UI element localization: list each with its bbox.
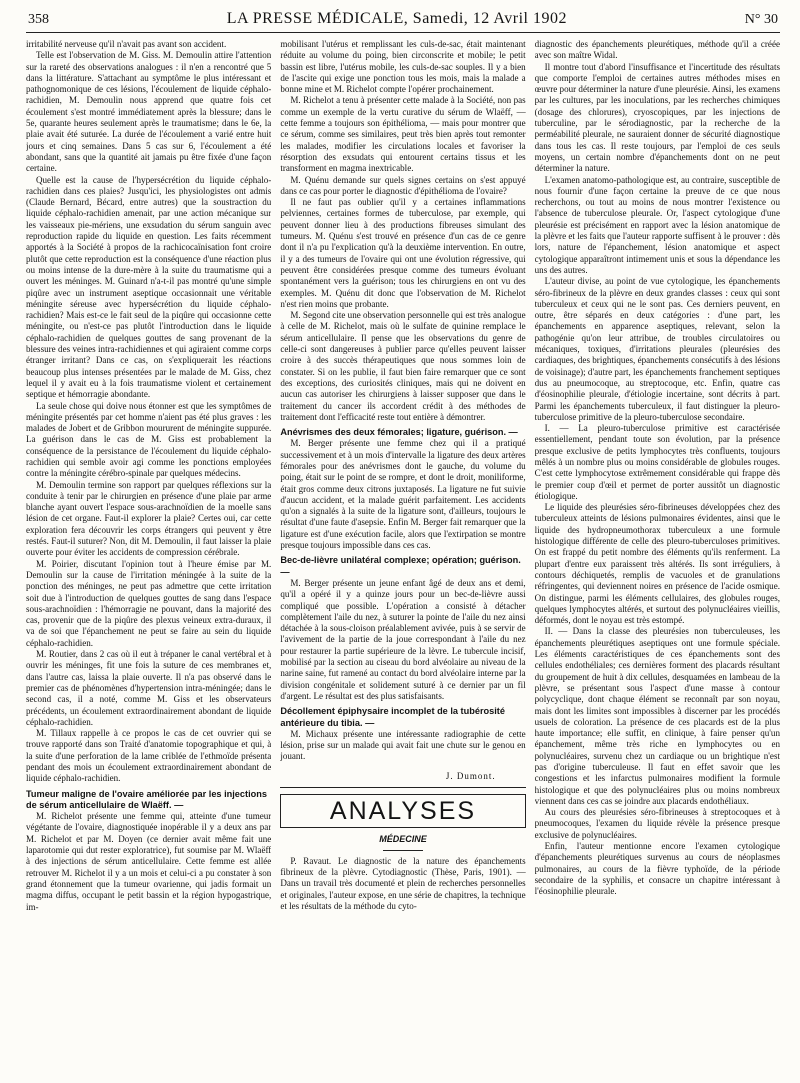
paragraph: Il montre tout d'abord l'insuffisance et l'incertitude des résultats que comporte l'emploi de certaines autres méthodes mises en œuvre pour déterminer la nature d'une pleurésie. Ainsi, les examens par les cultures, par les inoculations, par les recherches chimiques (dosage des chlorures), cryoscopiques, par les injections de tuberculine, par le sérodiagnostic, par la recherche de la perméabilité pleurale, ne sauraient donner de sécurité diagnostique dans tous les cas. Il reste toujours, par l'emploi de ces seuls moyens, un certain nombre d'épanchements dont on ne peut déterminer la nature. xyxy=(534,61,780,174)
subsection-title: MÉDECINE xyxy=(379,833,427,844)
paragraph: irritabilité nerveuse qu'il n'avait pas avant son accident. xyxy=(26,39,227,49)
paragraph: M. Routier, dans 2 cas où il eut à trépaner le canal vertébral et à ouvrir les méninges, fit une fois la suture de ces membranes et, dans l'autre cas, laissa la plaie ouverte. Il n'a pas observé dans le premier cas de phénomènes d'hypertension intra-méningée; dans le second cas, il a noté, comme M. Giss et les observateurs précédents, un écoulement extraordinairement abondant de liquide céphalo-rachidien. xyxy=(26,649,272,727)
paragraph: La seule chose qui doive nous étonner est que les symptômes de méningite présentés par cet homme n'aient pas été plus graves : les malades de Jobert et de Gribbon moururent de méningite suppurée. La guérison dans le cas de M. Giss est probablement la conséquence de la persistance de l'écoulement du liquide céphalo-rachidien qui semble avoir agi comme les ponctions employées contre la méningite cérébro-spinale par quelques médecins. xyxy=(26,400,272,479)
page-number: 358 xyxy=(28,12,49,27)
section-heading: Tumeur maligne de l'ovaire améliorée par les injections de sérum anticellulaire de Wlaëff. — xyxy=(26,788,267,810)
paragraph: M. Quénu demande sur quels signes certains on s'est appuyé dans ce cas pour porter le diagnostic d'épithélioma de l'ovaire? xyxy=(280,174,526,196)
column-3 xyxy=(535,39,780,1083)
section-heading: Bec-de-lièvre unilatéral complexe; opération; guérison. — xyxy=(280,555,521,577)
paragraph: Enfin, l'auteur mentionne encore l'examen cytologique d'épanchements pleurétiques survenus au cours de néoplasmes pulmonaires, au cours de la fièvre typhoïde, de la période secondaire de la syphilis, et consacre un chapitre intéressant à l'éosinophilie pleurale. xyxy=(534,841,780,897)
paragraph: L'examen anatomo-pathologique est, au contraire, susceptible de nous fournir d'une façon certaine la preuve de ce que nous recherchons, ou tout au moins de nous montrer l'existence ou l'absence de tuberculose pleurale. Or, l'aspect cytologique d'une pleurésie est précisément en rapport avec la lésion anatomique de la plèvre et les faits que l'auteur rapporte suffisent à le prouver : dès lors, nature de l'épanchement, lésion anatomique et aspect cytologique apparaîtront intimement unis et sous la dépendance les uns des autres. xyxy=(534,174,780,275)
paragraph: Quelle est la cause de l'hypersécrétion du liquide céphalo-rachidien dans ces plaies? Jusqu'ici, les physiologistes ont admis (Claude Bernard, Bécard, entre autres) que la soustraction du liquide céphalo-rachidien amenait, par une action mécanique sur les vaisseaux pie-mériens, une exsudation du sérum sanguin avec reproduction rapide du liquide en question. Les faits récemment apportés à la Société à propos de la rachicocaïnisation font croire plutôt que cette reproduction est la conséquence d'une réaction plus ou moins intense de la dure-mère à la suite du traumatisme qui a ouvert les méninges. M. Guinard n'a-t-il pas montré qu'une simple piqûre avec un instrument aseptique occasionnait une véritable méningite séreuse avec hypersécrétion du liquide céphalo-rachidien? Mais est-ce le fait seul de la piqûre qui occasionne cette méningite, ou n'est-ce pas plutôt l'introduction dans le liquide céphalo-rachidien de quelques gouttes de sang provenant de la blessure des veines intra-rachidiennes et qui agiraient comme corps étranger irritant? Dans ce cas, on s'expliquerait les réactions beaucoup plus intenses présentées par le malade de M. Giss, chez lequel il y avait eu à la fois traumatisme violent et certainement septique et hémorragie abondante. xyxy=(26,174,272,400)
paragraph: M. Poirier, discutant l'opinion tout à l'heure émise par M. Demoulin sur la cause de l'irritation méningée à la suite de la ponction des méninges, ne peut pas admettre que cette irritation soit due à l'introduction de quelques gouttes de sang dans l'espace sous-arachnoïdien : l'hémorragie ne pouvant, dans la majorité des cas, provenir que de la piqûre des plexus veineux extra-duraux, il va de soi que l'épanchement ne peut se faire au sein du liquide céphalo-rachidien. xyxy=(26,558,272,648)
paragraph: M. Tillaux rappelle à ce propos le cas de cet ouvrier qui se trouve rapporté dans son Traité d'anatomie topographique et qui, à la suite d'une perforation de la lame criblée de l'ethmoïde présenta pendant des mois un écoulement extraordinairement abondant de liquide céphalo-rachidien. xyxy=(26,728,272,784)
paragraph: Le liquide des pleurésies séro-fibrineuses développées chez des tuberculeux atteints de lésions pulmonaires évidentes, ainsi que le liquide des hydropneumothorax tuberculeux a une formule histologique différente de celle des pleuro-tuberculoses primitives. On est frappé du petit nombre des éléments qu'ils renferment. La plupart d'entre eux paraissent très altérés. Ils sont irréguliers, à contours déchiquetés, remplis de vacuoles et de granulations réfringentes, qui deviennent noires en présence de l'acide osmique. On distingue, parmi les éléments cellulaires, des globules rouges, quelques lymphocytes altérés, et surtout des polynucléaires vieillis, déformés, dont le noyau est très estompé. xyxy=(534,502,780,626)
paragraph: I. — La pleuro-tuberculose primitive est caractérisée essentiellement, pendant toute son évolution, par la présence presque exclusive de petits lymphocytes très confluents, toujours mêlés à un nombre plus ou moins considérable de globules rouges. C'est cette lymphocytose extrêmement considérable qui frappe dès le premier coup d'œil et permet de porter aussitôt un diagnostic étiologique. xyxy=(534,423,780,501)
paragraph: M. Berger présente un jeune enfant âgé de deux ans et demi, qu'il a opéré il y a quinze jours pour un bec-de-lièvre aussi compliqué que possible. L'opération a consisté à détacher complètement l'aile du nez, à suturer la pointe de l'aile du nez ainsi détachée à la sous-cloison préalablement avivée, puis à se servir de l'avivement de la partie de la joue correspondant à l'aile du nez pour restaurer la partie supérieure de la lèvre. Le tubercule incisif, mobilisé par la section au ciseau du bord alvéolaire au niveau de la narine saine, fut ramené au contact du bord alvéolaire interne par la division congénitale et solidement suturé à ce dernier par un fil d'argent. Le résultat est des plus satisfaisants. xyxy=(280,577,526,701)
paragraph: Au cours des pleurésies séro-fibrineuses à streptocoques et à pneumocoques, l'examen du liquide révèle la présence presque exclusive de polynucléaires. xyxy=(534,807,780,840)
article-columns xyxy=(26,39,780,1083)
analyses-banner: ANALYSES xyxy=(280,794,525,828)
paragraph: mobilisant l'utérus et remplissant les culs-de-sac, était maintenant réduite au volume du poing, bien circonscrite et mobile; le petit bassin est libre, l'utérus mobile, les culs-de-sac souples. Il y a bien de l'ascite qui exige une ponction tous les mois, mais la malade a bonne mine et M. Richelot compte l'opérer prochainement. xyxy=(280,39,526,95)
paragraph: Il ne faut pas oublier qu'il y a certaines inflammations pelviennes, certaines formes de tuberculose, par exemple, qui peuvent donner lieu à des productions fibreuses simulant des tumeurs. M. Quénu s'est trouvé en présence d'un cas de ce genre dont il n'a pu l'explication qu'à la deuxième intervention. En outre, il y a des tumeurs de l'ovaire qui ont une évolution régressive, qui peuvent être considérées presque comme des tumeurs évoluant spontanément vers la guérison; tous les chirurgiens en ont vu des exemples. M. Quénu dit donc que l'observation de M. Richelot n'est rien moins que probante. xyxy=(280,197,526,309)
paragraph: M. Richelot présente une femme qui, atteinte d'une tumeur végétante de l'ovaire, diagnostiquée inopérable il y a deux ans par M. Richelot et par M. Doyen (ce dernier avait même fait une laparotomie qui dut rester exploratrice), fut soumise par M. Wlaëff à des injections de sérum anticellulaire. Cette femme est allée retrouver M. Richelot il y a un mois et celui-ci a pu constater à son grand étonnement que la tumeur ovarienne, qui jadis formait un magma diffus, occupant le petit bassin et la région hypogastrique, im- xyxy=(26,811,272,912)
section-heading: Anévrismes des deux fémorales; ligature, guérison. — xyxy=(280,427,518,438)
author-signature: J. Dumont. xyxy=(445,770,496,781)
page-header xyxy=(26,10,780,33)
journal-title: LA PRESSE MÉDICALE, Samedi, 12 Avril 1902 xyxy=(226,10,567,27)
section-divider xyxy=(280,787,525,788)
paragraph: Telle est l'observation de M. Giss. M. Demoulin attire l'attention sur la rareté des observations analogues : il n'en a rencontré que 5 dans la littérature. S'attachant au symptôme le plus intéressant et pathognomonique de ces lésions, l'écoulement de liquide céphalo-rachidien, M. Demoulin nous apprend que quatre fois cet écoulement s'est montré immédiatement après la blessure; dans le 5e, quarante heures seulement après le traumatisme; dans le 6e, la plaie avait été suturée. La durée de l'écoulement a varié entre huit jours et cinq semaines. Dans 5 cas sur 6, l'écoulement a été abondant, sans que la quantité ait jamais pu être fixée d'une façon certaine. xyxy=(26,50,272,174)
paragraph: M. Michaux présente une intéressante radiographie de cette lésion, prise sur un malade qui avait fait une chute sur le genou en jouant. xyxy=(280,728,526,762)
section-heading: Décollement épiphysaire incomplet de la tubérosité antérieure du tibia. — xyxy=(280,706,505,728)
paragraph: M. Berger présente une femme chez qui il a pratiqué successivement et à un mois d'intervalle la ligature des deux artères fémorales pour des anévrismes dont le gauche, du volume du poing, était sur le point de se rompre, et dont le droit, moniliforme, était gros comme deux citrons juxtaposés. La ligature ne fut suivie d'aucun accident, et la malade guérit parfaitement. Les accidents qu'on a signalés à la suite de la ligature sont, d'ailleurs, toujours le résultat d'une faute d'asepsie. Enfin M. Berger fait remarquer que la ligature est d'une exécution facile, alors que l'extirpation se montre presque toujours impossible dans ces cas. xyxy=(280,438,526,551)
issue-number: N° 30 xyxy=(744,12,778,27)
small-rule xyxy=(383,850,423,851)
paragraph: M. Segond cite une observation personnelle qui est très analogue à celle de M. Richelot, mais où le sulfate de quinine remplace le sérum anticellulaire. Il pense que les observations du genre de celle-ci sont dangereuses à publier parce qu'elles peuvent laisser croire à des succès thérapeutiques que nous sommes loin de constater. Si on les publie, il faut bien faire remarquer que ce sont des exceptions, des curiosités cliniques, mais qui ne doivent en aucun cas autoriser les chirurgiens à laisser supposer que dans le traitement du cancer ils accordent crédit à des méthodes de traitement dont l'efficacité reste tout entière à démontrer. xyxy=(280,310,526,422)
paragraph: L'auteur divise, au point de vue cytologique, les épanchements séro-fibrineux de la plèvre en deux grandes classes : ceux qui sont tuberculeux et ceux qui ne le sont pas. Ces derniers peuvent, en outre, être séparés en deux catégories : d'une part, les épanchements en apparence aseptiques, relevant, selon la pathogénie qu'on leur attribue, de troubles circulatoires ou mécaniques, toxiques, d'irritations pleurales (pleurésies des cardiaques, des brightiques, épanchements consécutifs à des lésions de voisinage); d'autre part, les épanchements franchement septiques dus au pneumocoque, au streptocoque, etc. Enfin, quatre cas d'éosinophilie pleurale, d'étiologie incertaine, sont décrits à part. Parmi les épanchements tuberculeux, il faut distinguer la pleuro-tuberculose primitive de la pleuro-tuberculose secondaire. xyxy=(534,276,780,422)
column-2 xyxy=(280,39,525,1083)
column-1 xyxy=(26,39,271,1083)
paragraph: M. Richelot a tenu à présenter cette malade à la Société, non pas comme un exemple de la vertu curative du sérum de Wlaëff, — cette femme a toujours son épithélioma, — mais pour montrer que ce sérum, comme ses similaires, peut très bien après tout remonter les malades, modifier les circulations locales et favoriser la résorption des exsudats qui entourent certains tissus et les transforment en magma inextricable. xyxy=(280,95,526,174)
paragraph: II. — Dans la classe des pleurésies non tuberculeuses, les épanchements pleurétiques aseptiques ont une formule spéciale. Les éléments caractéristiques de ces épanchements sont des cellules endothéliales; ces dernières forment des placards résultant du groupement de huit à dix cellules, desquamées en lambeau de la plèvre, se présentant sous l'aspect d'une masse à contour polycyclique, dont chaque élément se reconnaît par son noyau, mais dont les limites sont impossibles à discerner par les procédés usuels de coloration. La présence de ces placards est de la plus haute importance; elle suffit, en clinique, à faire penser qu'un épanchement, même très riche en lymphocytes ou en polynucléaires, survenu chez un cardiaque ou un brightique n'est pas d'origine tuberculeuse. Il faut en effet savoir que les congestions et les infarctus pulmonaires modifient la formule histologique et que des polynucléaires plus ou moins nombreux viennent dans ces cas se joindre aux placards endothéliaux. xyxy=(534,626,780,806)
paragraph: diagnostic des épanchements pleurétiques, méthode qu'il a créée avec son maître Widal. xyxy=(534,39,780,61)
paragraph: M. Demoulin termine son rapport par quelques réflexions sur la conduite à tenir par le chirurgien en présence d'une plaie par arme blanche ayant ouvert l'espace sous-arachnoïdien de la moelle sans lésion de cet organe. Faut-il explorer la plaie? Certes oui, car cette exploration fera découvrir les corps étrangers qui peuvent y être restés. Faut-il suturer? Non, dit M. Demoulin, il faut laisser la plaie ouverte pour éviter les accidents de compression cérébrale. xyxy=(26,479,272,558)
paragraph: P. Ravaut. Le diagnostic de la nature des épanchements fibrineux de la plèvre. Cytodiagnostic (Thèse, Paris, 1901). — Dans un travail très documenté et plein de recherches personnelles et originales, l'auteur expose, en une série de chapitres, la technique et les résultats de la méthode du cyto- xyxy=(280,855,526,911)
